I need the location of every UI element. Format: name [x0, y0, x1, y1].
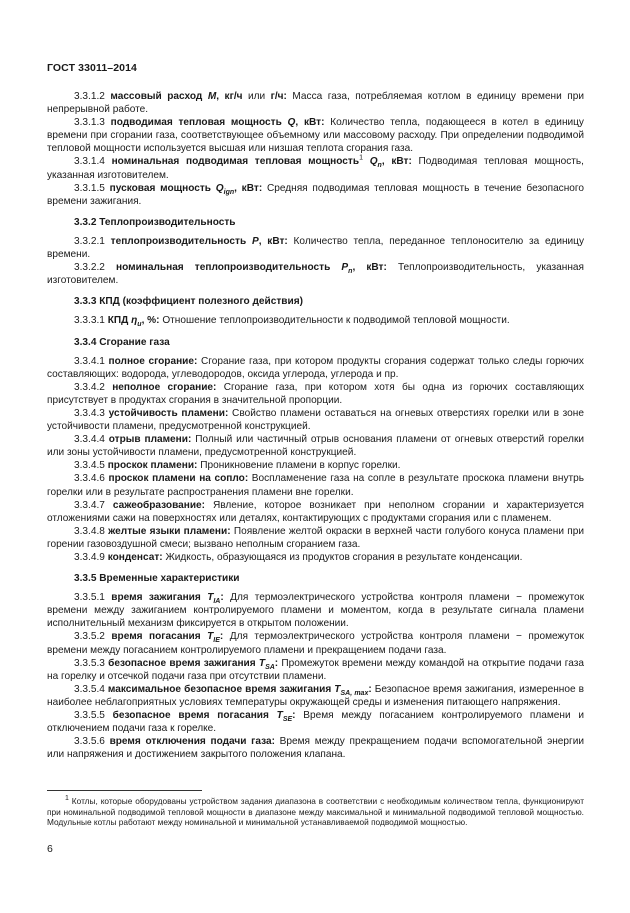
clause-number: 3.3.4.8 [74, 525, 109, 537]
term: полное сгорание: [108, 355, 198, 367]
clause-3-3-5-1 [47, 591, 584, 630]
clause-3-3-4-8 [47, 525, 584, 551]
symbol: Q [215, 182, 224, 194]
term: номинальная подводимая тепловая мощность [111, 156, 360, 168]
term: сажеобразование: [112, 499, 206, 511]
footnote-divider [47, 790, 202, 791]
term: КПД [107, 315, 132, 327]
clause-number: 3.3.1.4 [74, 156, 112, 168]
footnote-body: Котлы, которые оборудованы устройством задания диапазона в соответствии с необходимым количеством тепла, функционируют при номинальной подводимой тепловой мощности в диапазоне между максимальной и минимальной подводимой тепловой мощностью. Модульные котлы работают между номинальной и минимальной устанавливаемой подводимой мощностью. [47, 796, 584, 828]
clause-number: 3.3.4.1 [74, 355, 109, 367]
definition: Масса газа, потребляемая котлом в единицу времени при непрерывной работе. [47, 91, 584, 116]
definition: Для термоэлектрического устройства контроля пламени − промежуток времени между зажиганием контролируемого пламени и моментом, когда в результате сигнала пламени исполнительный механизм фиксируется в открытом положении. [47, 592, 584, 630]
unit: : [368, 683, 372, 695]
symbol-subscript: n [377, 162, 382, 170]
symbol: T [207, 592, 214, 604]
clause-number: 3.3.4.9 [74, 552, 108, 563]
clause-number: 3.3.4.7 [74, 499, 113, 511]
unit: г/ч: [270, 91, 287, 102]
symbol: P [251, 235, 259, 247]
clause-number: 3.3.1.2 [74, 91, 111, 102]
footnote-ref[interactable]: 1 [359, 155, 363, 163]
clause-number: 3.3.5.5 [74, 710, 113, 722]
definition: Время между прекращением подачи вспомогательной энергии или напряжения и достижением закрытого положения клапана. [47, 736, 584, 761]
term: устойчивость пламени: [108, 407, 229, 419]
connector: или [242, 91, 271, 102]
term: максимальное безопасное время зажигания [107, 683, 335, 695]
definition: Свойство пламени оставаться на огневых отверстиях горелки или в зоне устойчивости пламени, предусмотренной конструкцией. [47, 407, 584, 433]
symbol: M [207, 91, 217, 102]
unit: , кВт: [381, 156, 412, 168]
symbol-subscript: SE [282, 716, 293, 724]
clause-3-3-1-2 [47, 90, 584, 116]
unit: : [220, 592, 224, 604]
clause-number: 3.3.2.2 [74, 262, 116, 274]
definition: Появление желтой окраски в верхней части голубого конуса пламени при горении газовоздушной смеси; вызвано неполным сгоранием газа. [47, 525, 584, 550]
definition: Жидкость, образующаяся из продуктов сгорания в результате конденсации. [162, 552, 523, 563]
clause-number: 3.3.1.5 [74, 182, 110, 194]
unit: : [292, 710, 296, 722]
symbol-subscript: n [348, 268, 353, 276]
term: теплопроизводительность [110, 235, 252, 247]
unit: : [274, 657, 279, 669]
clause-3-3-1-3 [47, 116, 584, 155]
symbol: Q [369, 156, 378, 168]
symbol: T [258, 657, 266, 669]
definition: Безопасное время зажигания, измеренное в наиболее неблагоприятных условиях температуры окружающей среды и изменения питающего напряжения. [47, 683, 584, 708]
footnote [47, 796, 584, 828]
section-heading-3-3-4: 3.3.4 Сгорание газа [74, 336, 170, 348]
clause-number: 3.3.5.3 [74, 657, 109, 669]
document-body [47, 90, 584, 761]
footnote-mark: 1 [65, 795, 69, 803]
symbol-subscript: SA [265, 663, 275, 671]
clause-3-3-4-4 [47, 433, 584, 459]
term: время погасания [111, 631, 208, 643]
symbol: η [131, 315, 138, 327]
unit: , кВт: [234, 182, 263, 194]
definition: Подводимая тепловая мощность, указанная изготовителем. [47, 156, 584, 181]
symbol-subscript: ign [223, 188, 235, 196]
section-heading-3-3-2: 3.3.2 Теплопроизводительность [74, 216, 236, 228]
definition: Количество тепла, переданное теплоносителю за единицу времени. [47, 235, 584, 261]
clause-number: 3.3.2.1 [74, 235, 111, 247]
definition: Количество тепла, подающееся в котел в единицу времени при сгорании газа, соответствующее объемному или массовому расходу. При определении подводимой тепловой мощности используется высшая или низшая теплота сгорания газа. [47, 117, 584, 155]
term: конденсат: [107, 552, 163, 563]
clause-number: 3.3.3.1 [74, 315, 108, 327]
term: желтые языки пламени: [108, 525, 231, 537]
clause-number: 3.3.4.3 [74, 407, 109, 419]
clause-3-3-2-2 [47, 261, 584, 287]
unit: , %: [141, 315, 160, 327]
definition: Время между погасанием контролируемого пламени и отключением подачи газа к горелке. [47, 710, 584, 735]
document-header: ГОСТ 33011–2014 [47, 62, 137, 74]
term: пусковая мощность [109, 182, 216, 194]
clause-number: 3.3.5.1 [74, 592, 112, 604]
footnote-text [47, 796, 584, 828]
clause-number: 3.3.4.6 [74, 473, 109, 485]
definition: Сгорание газа, при котором хотя бы одна из горючих составляющих присутствует в продуктах сгорания в значительной пропорции. [47, 381, 584, 406]
term: безопасное время погасания [112, 710, 277, 722]
clause-number: 3.3.5.6 [74, 736, 110, 748]
definition: Полный или частичный отрыв основания пламени от огневых отверстий горелки или зоны устойчивости пламени, предусмотренной конструкцией. [47, 434, 584, 459]
symbol-subscript: SA, max [340, 689, 369, 697]
clause-number: 3.3.4.5 [74, 460, 108, 472]
symbol-subscript: IA [213, 598, 221, 606]
term: массовый расход [110, 91, 208, 102]
clause-3-3-5-5 [47, 709, 584, 735]
page-number: 6 [47, 843, 53, 855]
definition: Воспламенение газа на сопле в результате проскока пламени внутрь горелки или в результате распространения пламени вне горелки. [47, 473, 584, 498]
clause-number: 3.3.4.4 [74, 434, 109, 446]
section-heading-3-3-5: 3.3.5 Временные характеристики [74, 573, 240, 585]
symbol: T [334, 683, 341, 695]
clause-number: 3.3.4.2 [74, 381, 113, 393]
definition: Для термоэлектрического устройства контроля пламени − промежуток времени между погасанием контролируемого пламени и прекращением подачи газа. [47, 631, 584, 656]
clause-3-3-5-3 [47, 657, 584, 683]
term: безопасное время зажигания [108, 657, 259, 669]
definition: Теплопроизводительность, указанная изготовителем. [47, 262, 584, 287]
clause-3-3-1-5 [47, 182, 584, 208]
clause-3-3-4-3 [47, 407, 584, 433]
definition: Промежуток времени между командой на открытие подачи газа на горелку и отсечкой подачи газа при отсутствии пламени. [47, 657, 584, 682]
definition: Явление, которое возникает при неполном сгорании и характеризуется отложениями сажи на поверхностях или деталях, контактирующих с продуктами сгорания или с пламенем. [47, 499, 584, 524]
term: отрыв пламени: [108, 434, 192, 446]
unit: , кВт: [295, 117, 325, 129]
symbol: Q [287, 117, 296, 129]
clause-3-3-3-1 [47, 314, 584, 327]
definition: Проникновение пламени в корпус горелки. [197, 460, 401, 472]
unit: , кг/ч [216, 91, 243, 102]
clause-3-3-5-4 [47, 683, 584, 709]
section-heading-3-3-3: 3.3.3 КПД (коэффициент полезного действия) [74, 296, 303, 308]
clause-3-3-4-7 [47, 499, 584, 525]
clause-number: 3.3.5.2 [74, 631, 112, 643]
term: проскок пламени на сопло: [108, 473, 249, 485]
clause-3-3-4-9 [47, 551, 584, 564]
clause-number: 3.3.1.3 [74, 117, 111, 129]
clause-3-3-4-1 [47, 355, 584, 381]
symbol: T [276, 710, 283, 722]
term: время зажигания [111, 592, 208, 604]
symbol: P [341, 262, 349, 274]
term: время отключения подачи газа: [109, 736, 275, 748]
clause-3-3-4-6 [47, 472, 584, 498]
symbol-subscript: IE [213, 637, 220, 645]
term: проскок пламени: [107, 460, 198, 472]
unit: : [219, 631, 224, 643]
term: номинальная теплопроизводительность [115, 262, 342, 274]
clause-3-3-1-4 [47, 155, 584, 181]
clause-3-3-5-6 [47, 735, 584, 761]
symbol: T [207, 631, 214, 643]
unit: , кВт: [352, 262, 387, 274]
clause-3-3-4-2 [47, 381, 584, 407]
clause-3-3-4-5 [47, 459, 584, 472]
definition: Средняя подводимая тепловая мощность в течение безопасного времени зажигания. [47, 182, 584, 207]
symbol-subscript: u [137, 321, 142, 329]
term: неполное сгорание: [112, 381, 217, 393]
clause-number: 3.3.5.4 [74, 683, 108, 695]
term: подводимая тепловая мощность [110, 117, 288, 129]
clause-3-3-5-2 [47, 630, 584, 656]
definition: Отношение теплопроизводительности к подводимой тепловой мощности. [159, 315, 510, 327]
clause-3-3-2-1 [47, 235, 584, 261]
unit: , кВт: [258, 235, 288, 247]
definition: Сгорание газа, при котором продукты сгорания содержат только следы горючих составляющих: водорода, углеводородов, оксида углерода, углерода и пр. [47, 355, 584, 380]
